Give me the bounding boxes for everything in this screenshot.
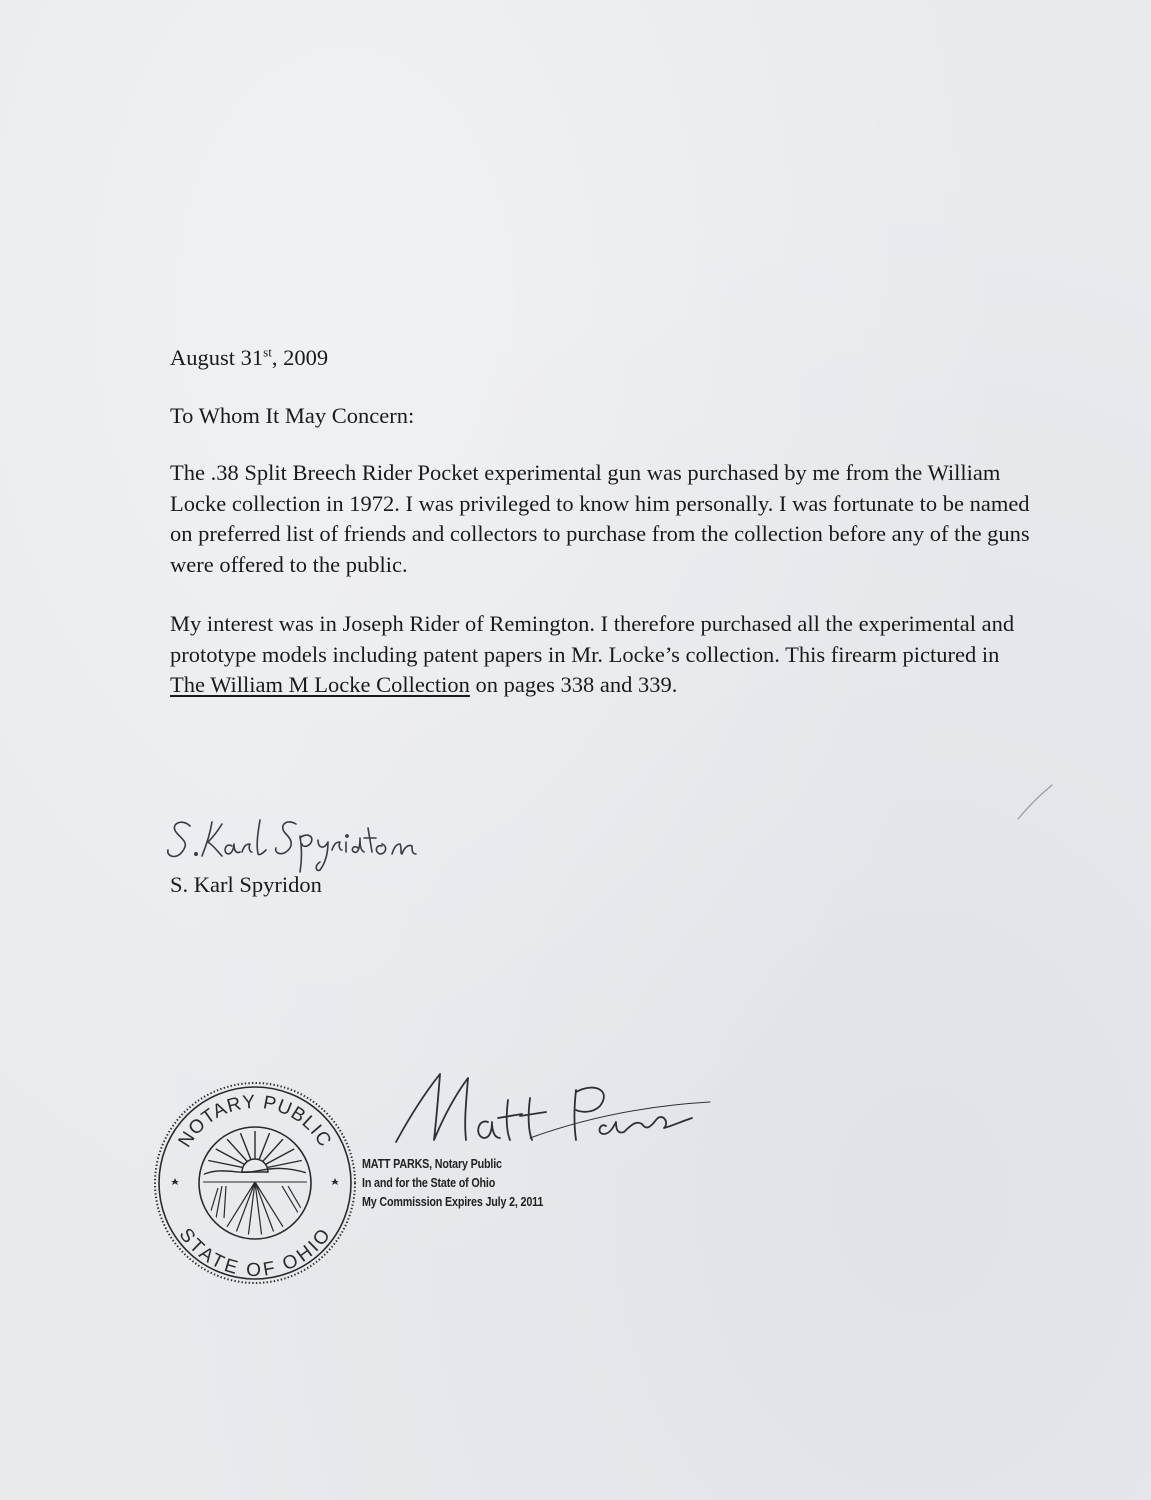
notary-commission-line: My Commission Expires July 2, 2011 (362, 1195, 544, 1209)
book-title: The William M Locke Collection (170, 672, 470, 697)
letter-body (170, 343, 1030, 701)
paragraph-2-text-end: on pages 338 and 339. (469, 672, 678, 697)
date-text: August 31 (170, 345, 264, 370)
notary-jurisdiction-line: In and for the State of Ohio (362, 1176, 496, 1190)
date-year: , 2009 (271, 345, 329, 370)
date-suffix: st (263, 344, 272, 360)
paragraph-2 (170, 609, 1030, 701)
svg-text:NOTARY PUBLIC: NOTARY PUBLIC (174, 1091, 336, 1152)
letter-date (170, 343, 1030, 374)
paragraph-2-text-start: My interest was in Joseph Rider of Remington. I therefore purchased all the experimental and prototype models including patent papers in Mr. Locke’s collection. This firearm pictured in (170, 611, 1015, 667)
stray-pen-mark (1010, 775, 1060, 825)
salutation: To Whom It May Concern: (170, 402, 415, 428)
handwritten-signature (160, 808, 460, 874)
paragraph-1: The .38 Split Breech Rider Pocket experimental gun was purchased by me from the William Locke collection in 1972. I was privileged to know him personally. I was fortunate to be named on preferred list of friends and collectors to purchase from the collection before any of the guns were offered to the public. (170, 460, 1030, 577)
notary-seal (150, 1078, 360, 1288)
notary-stamp-text (362, 1155, 543, 1212)
notary-signature (380, 1060, 720, 1160)
signer-printed-name: S. Karl Spyridon (170, 872, 322, 897)
svg-text:STATE OF OHIO: STATE OF OHIO (174, 1224, 336, 1281)
notary-name-line: MATT PARKS, Notary Public (362, 1157, 502, 1171)
